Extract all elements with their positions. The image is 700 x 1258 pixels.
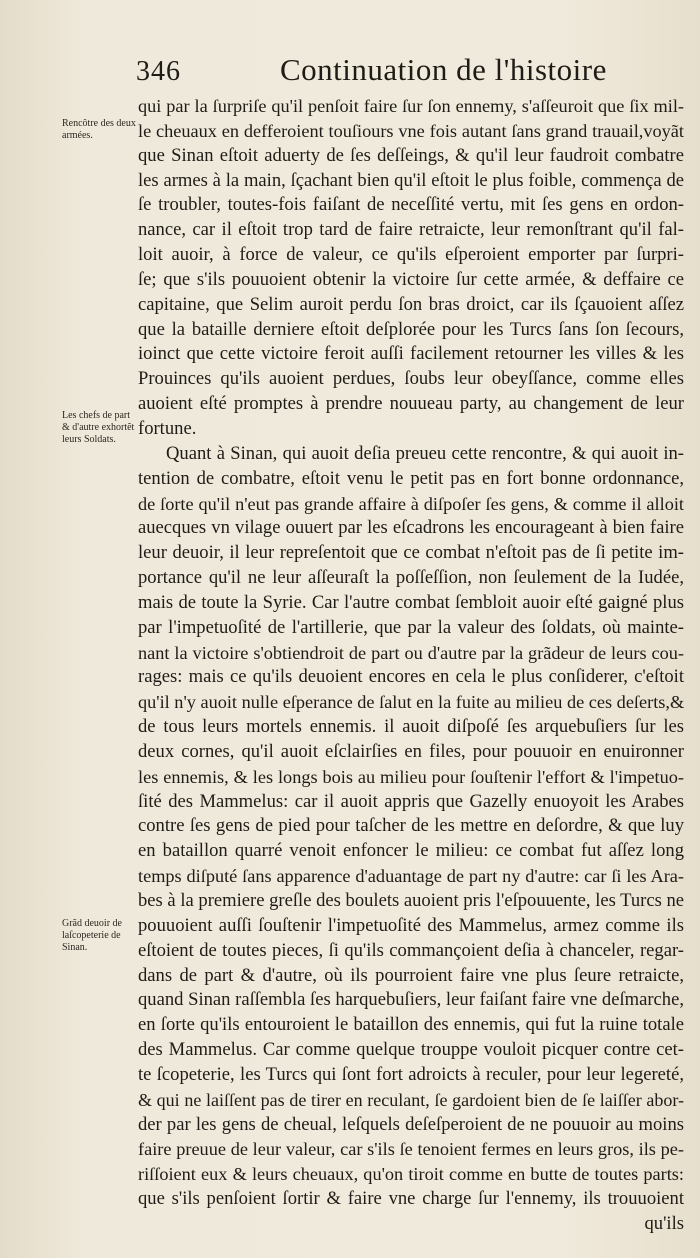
text-line: temps diſputé ſans apparence d'aduantage de part ny d'autre: car ſi les Ara- [138,866,684,887]
text-line: loit auoir, à force de valeur, ce qu'ils eſperoient emporter par ſurpri- [138,244,684,266]
text-line: que s'ils penſoient ſortir & faire vne charge ſur l'ennemy, ils trouuoient [138,1188,684,1210]
text-line: rages: mais ce qu'ils deuoient encores en cela le plus conſiderer, c'eſtoit [138,666,684,688]
text-line: bes à la premiere greſle des boulets auoient pris l'eſpouuente, les Turcs ne [138,890,685,911]
text-line: dans de part & d'autre, où ils pourroient faire vne plus ſeure retraicte, [138,964,684,986]
text-line: riſſoient eux & leurs cheuaux, qu'on tiroit comme en butte de toutes parts: [138,1164,684,1185]
text-line: contre ſes gens de pied pour taſcher de les mettre en deſordre, & que luy [138,815,684,837]
text-line: der par les gens de cheual, leſquels deſeſperoient de ne pouuoir au moins [138,1113,684,1135]
margin-note: Rencôtre des deux armées. [62,118,136,141]
text-line: ioinct que cette victoire feroit auſſi facilement retourner les villes & les [138,343,684,365]
text-line: en ſorte qu'ils entouroient le bataillon des ennemis, qui fut la ruine totale [138,1014,684,1036]
text-line: qu'il n'y auoit nulle eſperance de ſalut en la fuite au milieu de ces deſerts,& [138,692,685,713]
text-line: & qui ne laiſſent pas de tirer en reculant, ſe gardoient bien de ſe laiſſer abor- [138,1089,684,1110]
text-line: te ſcopeterie, les Turcs qui ſont fort adroicts à reculer, pour leur legereté, [138,1063,684,1085]
text-line: auecques vn vilage ouuert par les eſcadrons les encourageant à bien faire [138,517,684,539]
text-line: leur deuoir, il leur repreſentoit que ce combat n'eſtoit pas de ſi petite im- [138,542,684,564]
text-line: ſe; que s'ils pouuoient obtenir la victoire ſur cette armée, & deffaire ce [138,268,684,290]
text-line: les armes à la main, ſçachant bien qu'il eſtoit le plus foible, commença de [138,169,684,191]
text-line: ſité des Mammelus: car il auoit appris que Gazelly enuoyoit les Arabes [138,790,684,812]
text-line: capitaine, que Selim auroit perdu ſon bras droict, car ils ſçauoient aſſez [138,293,684,315]
text-line: par l'impetuoſité de l'artillerie, que par la valeur des ſoldats, où mainte- [138,616,684,638]
text-line: qui par la ſurpriſe qu'il penſoit faire ſur ſon ennemy, s'aſſeuroit que ſix mil- [138,96,684,116]
text-line: en bataillon quarré venoit enfoncer le milieu: ce combat fut aſſez long [138,840,684,862]
text-line: ſe troubler, toutes-fois faiſant de neceſſité vertu, mit ſes gens en ordon- [138,194,684,216]
text-line: que la bataille derniere eſtoit deſplorée pour les Turcs ſans ſon ſecours, [138,318,684,340]
catchword: qu'ils [644,1212,684,1234]
text-line: tention de combatre, eſtoit venu le petit pas en fort bonne ordonnance, [138,467,684,489]
text-line: nant la victoire s'obtiendroit de part ou d'autre par la grãdeur de leurs cou- [138,642,684,663]
text-line: de tous leurs mortels ennemis. il auoit diſpoſé ſes arquebuſiers ſur les [138,716,684,738]
text-line: pouuoient auſſi ſouſtenir l'impetuoſité des Mammelus, armez comme ils [138,914,684,936]
text-line: mais de toute la Syrie. Car l'autre combat ſembloit auoir eſté gaigné plus [138,591,684,613]
text-line: des Mammelus. Car comme quelque trouppe vouloit picquer contre cet- [138,1039,684,1061]
text-line: fortune. [138,417,197,439]
text-line: Prouinces qu'ils auoient perdues, ſoubs leur obeyſſance, comme elles [138,368,684,390]
body-text [138,94,684,1237]
page-number: 346 [136,56,181,87]
text-line: que Sinan eſtoit aduerty de ſes deſſeings, & qu'il leur faudroit combatre [138,144,684,166]
text-line: faire preuue de leur valeur, car s'ils ſe tenoient fermes en leurs gros, ils pe- [138,1139,684,1160]
text-line: auoient eſté promptes à prendre nouueau party, au changement de leur [138,393,684,415]
text-line: Quant à Sinan, qui auoit deſia preueu cette rencontre, & qui auoit in- [166,442,684,464]
running-title: Continuation de l'histoire [280,52,607,87]
text-line: quand Sinan raſſembla ſes harquebuſiers, leur faiſant faire vne deſmarche, [138,989,684,1011]
text-line: nance, car il eſtoit trop tard de faire retraicte, leur remonſtrant qu'il fal- [138,219,684,241]
text-line: de ſorte qu'il n'eut pas grande affaire à diſpoſer ſes gens, & comme il alloit [138,493,684,514]
text-line: le cheuaux en defferoient touſiours vne fois autant ſans grand trauail,voyãt [138,120,684,141]
margin-note: Les chefs de part & d'autre exhortẽt leurs Soldats. [62,410,135,445]
page-header [0,52,700,96]
text-line: portance qu'il ne leur aſſeuraſt la poſſeſſion, non ſeulement de la Iudée, [138,567,684,589]
text-line: les ennemis, & les longs bois au milieu pour ſouſtenir l'effort & l'impetuo- [138,766,684,787]
text-line: deux cornes, qu'il auoit eſclairſies en files, pour pouuoir en enuironner [138,740,684,762]
margin-note: Grãd deuoir de laſcopeterie de Sinan. [62,918,122,953]
text-line: eſtoient de toutes pieces, ſi qu'ils commançoient deſia à chanceler, regar- [138,939,684,961]
